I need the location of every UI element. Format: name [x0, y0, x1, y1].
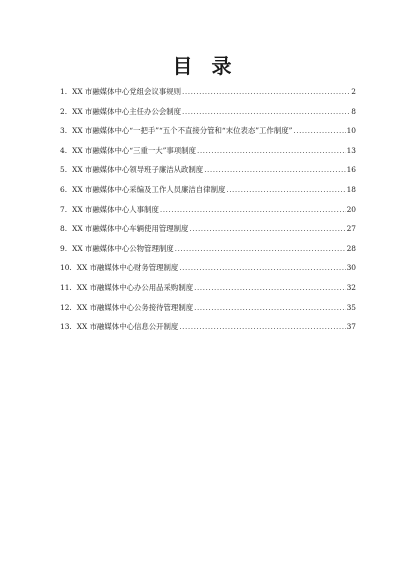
- entry-number: 11.: [60, 282, 72, 292]
- toc-entry[interactable]: [60, 102, 356, 122]
- entry-page-number: 18: [346, 184, 356, 194]
- toc-entry[interactable]: [60, 219, 356, 239]
- dot-leader: [160, 200, 346, 220]
- entry-title: XX 市融媒体中心车辆使用管理制度: [72, 224, 189, 234]
- entry-title: XX 市融媒体中心公物管理制度: [72, 243, 174, 253]
- dot-leader: [182, 102, 350, 122]
- entry-page-number: 27: [346, 224, 356, 234]
- dot-leader: [179, 258, 345, 278]
- toc-entry[interactable]: [60, 278, 356, 298]
- entry-page-number: 30: [346, 263, 356, 273]
- entry-title: XX 市融媒体中心党组会议事规则: [72, 87, 182, 96]
- dot-leader: [182, 82, 350, 102]
- entry-number: 8.: [60, 224, 68, 234]
- entry-title: XX 市融媒体中心公务接待管理制度: [76, 302, 194, 312]
- entry-title: XX 市融媒体中心“一把手”“五个不直接分管和“末位表态”工作制度”: [72, 126, 293, 136]
- entry-title: XX 市融媒体中心采编及工作人员廉洁自律制度: [72, 184, 226, 194]
- dot-leader: [204, 160, 345, 180]
- entry-page-number: 8: [351, 106, 356, 116]
- toc-entry[interactable]: [60, 200, 356, 220]
- entry-page-number: 35: [346, 302, 356, 312]
- entry-page-number: 20: [346, 204, 356, 214]
- dot-leader: [293, 121, 345, 141]
- dot-leader: [226, 180, 345, 200]
- entry-number: 3.: [60, 126, 68, 136]
- entry-title: XX 市融媒体中心主任办公会制度: [72, 106, 182, 116]
- entry-title: XX 市融媒体中心财务管理制度: [76, 263, 179, 273]
- entry-title: XX 市融媒体中心办公用品采购制度: [76, 282, 194, 292]
- toc-entry[interactable]: [60, 160, 356, 180]
- dot-leader: [197, 141, 346, 161]
- entry-title: XX 市融媒体中心领导班子廉洁从政制度: [72, 165, 204, 175]
- toc-entry[interactable]: [60, 141, 356, 161]
- entry-title: XX 市融媒体中心人事制度: [72, 204, 159, 214]
- entry-number: 13.: [60, 322, 72, 332]
- entry-number: 2.: [60, 106, 68, 116]
- dot-leader: [194, 278, 345, 298]
- dot-leader: [175, 239, 346, 259]
- dot-leader: [189, 219, 345, 239]
- entry-number: 5.: [60, 165, 68, 175]
- entry-number: 6.: [60, 184, 68, 194]
- entry-title: XX 市融媒体中心“三重一大”事项制度: [72, 145, 196, 155]
- toc-entry[interactable]: [60, 317, 356, 337]
- toc-entry[interactable]: [60, 239, 356, 259]
- entry-number: 7.: [60, 204, 68, 214]
- toc-entry[interactable]: [60, 258, 356, 278]
- entry-title: XX 市融媒体中心信息公开制度: [76, 322, 179, 332]
- toc-entry[interactable]: [60, 82, 356, 102]
- entry-page-number: 16: [346, 165, 356, 175]
- entry-page-number: 2: [351, 87, 356, 96]
- entry-page-number: 13: [346, 145, 356, 155]
- toc-entry[interactable]: [60, 121, 356, 141]
- toc-entry[interactable]: [60, 298, 356, 318]
- entry-page-number: 32: [346, 282, 356, 292]
- table-of-contents: [60, 82, 356, 337]
- dot-leader: [179, 317, 345, 337]
- entry-number: 4.: [60, 145, 68, 155]
- page-title: 目 录: [172, 54, 238, 78]
- entry-page-number: 10: [346, 126, 356, 136]
- toc-entry[interactable]: [60, 180, 356, 200]
- entry-page-number: 28: [346, 243, 356, 253]
- entry-number: 10.: [60, 263, 72, 273]
- dot-leader: [194, 298, 345, 318]
- entry-number: 1.: [60, 87, 68, 96]
- entry-page-number: 37: [346, 322, 356, 332]
- entry-number: 12.: [60, 302, 72, 312]
- entry-number: 9.: [60, 243, 68, 253]
